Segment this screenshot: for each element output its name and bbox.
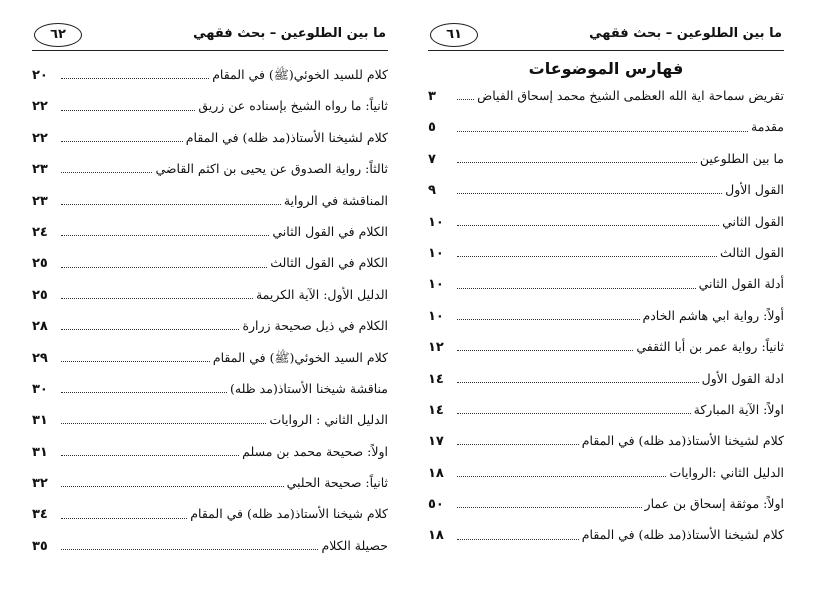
toc-entry-page: ١٠ <box>428 308 444 324</box>
toc-entry-label: كلام شيخنا الأستاذ(مد ظله) في المقام <box>190 506 388 522</box>
dot-leader <box>457 413 691 414</box>
toc-entry <box>428 425 784 456</box>
dot-leader <box>61 235 269 236</box>
toc-entry <box>428 300 784 331</box>
dot-leader <box>457 476 666 477</box>
dot-leader <box>61 423 266 424</box>
toc-entry-label: مقدمة <box>751 119 784 135</box>
toc-entry <box>32 373 388 404</box>
toc-entry-label: الكلام في القول الثاني <box>272 223 388 239</box>
toc-entry-label: تقريض سماحة اية الله العظمى الشيخ محمد إسحاق الفياض <box>477 88 784 103</box>
toc-entry-page: ٣٢ <box>32 476 48 492</box>
toc-entry-label: كلام السيد الخوئي(ﷺ) في المقام <box>212 349 388 365</box>
toc-entry-page: ١٠ <box>428 245 444 261</box>
dot-leader <box>61 298 253 299</box>
toc-entry <box>32 498 388 529</box>
toc-entry <box>428 80 784 111</box>
page-61 <box>428 22 784 582</box>
toc-entry-label: الكلام في القول الثالث <box>270 255 388 271</box>
toc-entry <box>32 59 388 90</box>
toc-entry-label: الدليل الثاني : الروايات <box>269 412 388 428</box>
toc-entry-label: أدلة القول الثاني <box>698 276 784 292</box>
dot-leader <box>61 172 152 173</box>
toc-entry-page: ٥ <box>428 120 436 136</box>
toc-entry <box>32 310 388 341</box>
dot-leader <box>61 110 195 111</box>
toc-entry-page: ٢٣ <box>32 162 48 178</box>
header-title: ما بين الطلوعين – بحث فقهي <box>193 26 386 41</box>
dot-leader <box>457 288 696 289</box>
toc-entry-page: ٢٢ <box>32 99 48 115</box>
toc-entry-label: ثانياً: رواية عمر بن أبا الثقفي <box>636 339 784 355</box>
toc-title: فهارس الموضوعات <box>528 59 684 78</box>
toc-entry-label: اولاً: صحيحة محمد بن مسلم <box>242 443 388 459</box>
toc-entry <box>428 111 784 142</box>
toc-entry-label: ثانياً: ما رواه الشيخ بإسناده عن زريق <box>198 98 388 114</box>
dot-leader <box>61 329 239 330</box>
toc-entry-page: ٣٤ <box>32 507 48 523</box>
toc-entry-page: ١٧ <box>428 434 444 450</box>
running-header <box>428 22 784 51</box>
toc-entry-label: أولاً: رواية ابي هاشم الخادم <box>642 307 784 323</box>
dot-leader <box>457 256 717 257</box>
toc-entry-label: كلام لشيخنا الأستاذ(مد ظله) في المقام <box>185 129 388 145</box>
toc-entry <box>428 363 784 394</box>
toc-entry-page: ٢٥ <box>32 287 48 303</box>
dot-leader <box>457 444 579 445</box>
dot-leader <box>457 131 748 132</box>
dot-leader <box>61 78 209 79</box>
toc-entry <box>32 279 388 310</box>
toc-entry-label: ما بين الطلوعين <box>699 150 784 166</box>
dot-leader <box>457 539 579 540</box>
toc-entry-page: ١٢ <box>428 340 444 356</box>
dot-leader <box>61 549 318 550</box>
toc-entry <box>32 153 388 184</box>
toc-entry <box>428 394 784 425</box>
toc-list <box>32 59 388 561</box>
toc-entry-page: ٣١ <box>32 444 48 460</box>
toc-entry-label: الدليل الثاني :الروايات <box>669 464 784 480</box>
toc-entry-page: ١٠ <box>428 277 444 293</box>
dot-leader <box>61 455 239 456</box>
dot-leader <box>457 350 633 351</box>
toc-entry-page: ٥٠ <box>428 497 444 513</box>
toc-entry-page: ١٨ <box>428 465 444 481</box>
page-62 <box>32 22 388 582</box>
toc-entry-page: ٣١ <box>32 413 48 429</box>
toc-entry <box>428 174 784 205</box>
toc-entry-page: ٧ <box>428 151 436 167</box>
toc-entry-page: ٢٨ <box>32 319 48 335</box>
toc-entry <box>428 488 784 519</box>
dot-leader <box>457 162 697 163</box>
toc-entry <box>428 457 784 488</box>
toc-entry-page: ٣ <box>428 89 436 104</box>
toc-entry <box>428 206 784 237</box>
toc-entry <box>32 530 388 561</box>
toc-entry <box>32 404 388 435</box>
toc-entry-page: ٢٢ <box>32 130 48 146</box>
dot-leader <box>61 204 281 205</box>
toc-entry-page: ٢٩ <box>32 350 48 366</box>
toc-entry-page: ٢٥ <box>32 256 48 272</box>
dot-leader <box>457 99 474 100</box>
dot-leader <box>457 382 699 383</box>
toc-entry-label: مناقشة شيخنا الأستاذ(مد ظله) <box>230 380 388 396</box>
dot-leader <box>61 518 187 519</box>
header-title: ما بين الطلوعين – بحث فقهي <box>589 26 782 41</box>
toc-entry <box>428 143 784 174</box>
toc-entry-label: القول الثاني <box>722 213 784 229</box>
toc-entry <box>32 467 388 498</box>
dot-leader <box>61 361 210 362</box>
toc-entry <box>32 247 388 278</box>
toc-entry-page: ١٠ <box>428 214 444 230</box>
page-number: ٦٢ <box>34 23 82 47</box>
toc-entry <box>32 342 388 373</box>
toc-entry-page: ٩ <box>428 183 436 199</box>
toc-entry-label: الكلام في ذيل صحيحة زرارة <box>242 318 388 334</box>
toc-entry <box>32 90 388 121</box>
toc-entry-label: المناقشة في الرواية <box>283 192 388 208</box>
toc-entry-label: اولاً: الآية المباركة <box>693 401 784 417</box>
toc-entry-page: ١٤ <box>428 402 444 418</box>
toc-entry-page: ٢٣ <box>32 193 48 209</box>
toc-entry-label: الدليل الأول: الآية الكريمة <box>255 286 388 302</box>
page-number: ٦١ <box>430 23 478 47</box>
toc-entry-label: ادلة القول الأول <box>701 370 784 386</box>
dot-leader <box>457 319 640 320</box>
toc-entry <box>32 185 388 216</box>
dot-leader <box>457 507 642 508</box>
toc-entry-label: ثالثاً: رواية الصدوق عن يحيى بن اكثم القاضي <box>155 161 388 177</box>
toc-entry-label: اولاً: موثقة إسحاق بن عمار <box>644 496 784 512</box>
toc-entry-label: ثانياً: صحيحة الحلبي <box>286 475 388 491</box>
toc-entry-page: ٣٥ <box>32 538 48 554</box>
toc-entry <box>32 436 388 467</box>
running-header <box>32 22 388 51</box>
dot-leader <box>457 193 722 194</box>
toc-entry <box>428 331 784 362</box>
dot-leader <box>61 392 227 393</box>
toc-entry <box>428 237 784 268</box>
dot-leader <box>61 267 267 268</box>
dot-leader <box>61 141 183 142</box>
toc-entry-page: ٢٤ <box>32 224 48 240</box>
toc-entry-page: ٣٠ <box>32 381 48 397</box>
toc-entry-label: القول الثالث <box>719 244 784 260</box>
toc-entry <box>428 268 784 299</box>
toc-entry-label: القول الأول <box>725 182 784 198</box>
toc-entry-label: كلام لشيخنا الأستاذ(مد ظله) في المقام <box>581 433 784 449</box>
toc-entry-page: ١٨ <box>428 528 444 544</box>
toc-list <box>428 80 784 551</box>
dot-leader <box>457 225 719 226</box>
toc-entry-label: حصيلة الكلام <box>321 537 388 553</box>
toc-entry <box>428 519 784 550</box>
toc-entry-page: ١٤ <box>428 371 444 387</box>
toc-entry-page: ٢٠ <box>32 68 48 83</box>
dot-leader <box>61 486 284 487</box>
toc-entry <box>32 216 388 247</box>
toc-entry-label: كلام لشيخنا الأستاذ(مد ظله) في المقام <box>581 527 784 543</box>
toc-entry-label: كلام للسيد الخوئي(ﷺ) في المقام <box>212 67 388 82</box>
toc-entry <box>32 122 388 153</box>
